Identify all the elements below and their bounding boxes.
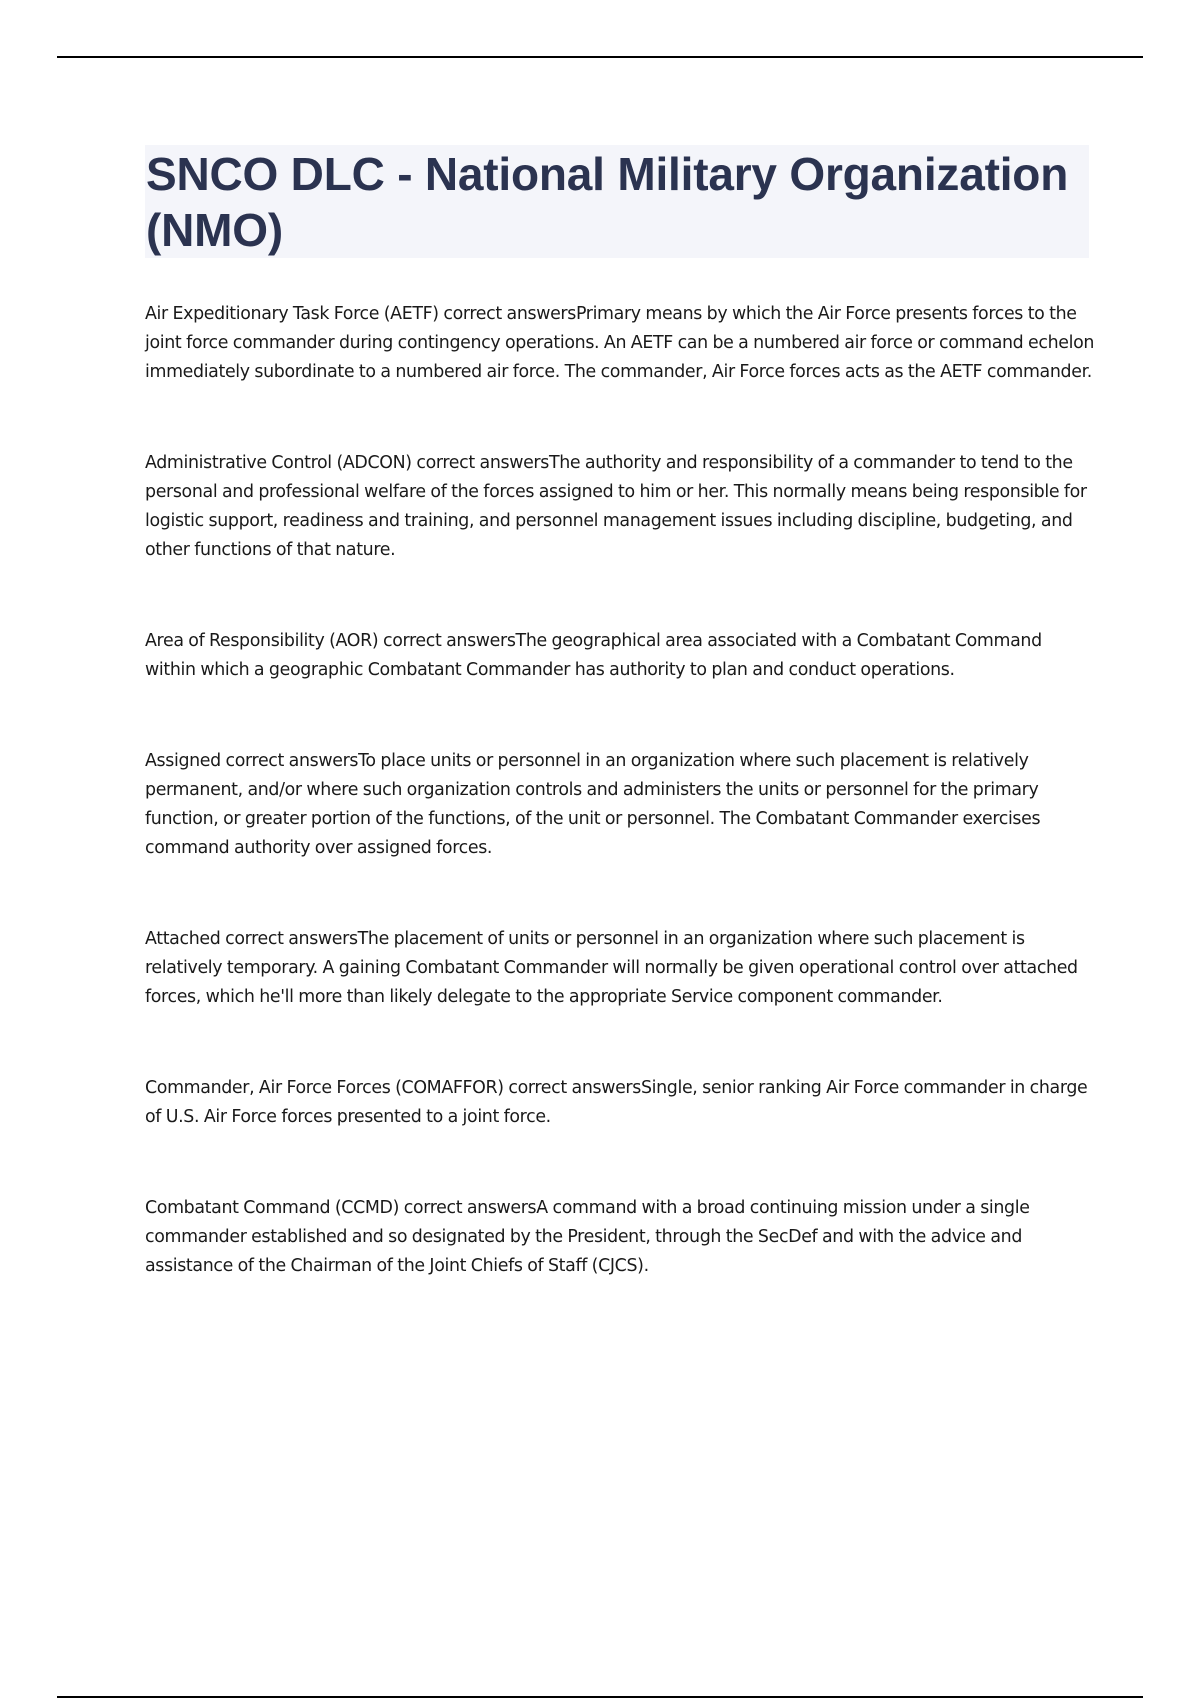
entry-definition: The geographical area associated with a Combatant Command within which a geographic Combatant Commander has authority to plan and conduct operations. bbox=[145, 631, 1042, 680]
entry-label: correct answers bbox=[225, 929, 358, 949]
entry-term: Area of Responsibility (AOR) bbox=[145, 631, 379, 651]
entries-list bbox=[145, 300, 1095, 1343]
entry-assigned bbox=[145, 747, 1095, 863]
entry-term: Commander, Air Force Forces (COMAFFOR) bbox=[145, 1078, 504, 1098]
entry-term: Attached bbox=[145, 929, 221, 949]
bottom-rule bbox=[57, 1696, 1143, 1698]
entry-term: Administrative Control (ADCON) bbox=[145, 453, 412, 473]
entry-adcon bbox=[145, 449, 1095, 565]
entry-definition: The authority and responsibility of a commander to tend to the personal and professional welfare of the forces assigned to him or her. This normally means being responsible for logistic support, readiness and training, and personnel management issues including discipline, budgeting, and other functions of that nature. bbox=[145, 453, 1087, 560]
entry-ccmd bbox=[145, 1194, 1095, 1281]
entry-definition: Single, senior ranking Air Force commander in charge of U.S. Air Force forces presented to a joint force. bbox=[145, 1078, 1088, 1127]
entry-definition: To place units or personnel in an organization where such placement is relatively permanent, and/or where such organization controls and administers the units or personnel for the primary function, or greater portion of the functions, of the unit or personnel. The Combatant Commander exercises command authority over assigned forces. bbox=[145, 751, 1041, 858]
entry-definition: Primary means by which the Air Force presents forces to the joint force commander during contingency operations. An AETF can be a numbered air force or command echelon immediately subordinate to a numbered air force. The commander, Air Force forces acts as the AETF commander. bbox=[145, 304, 1095, 382]
entry-attached bbox=[145, 925, 1095, 1012]
entry-term: Combatant Command (CCMD) bbox=[145, 1198, 400, 1218]
entry-label: correct answers bbox=[383, 631, 516, 651]
entry-label: correct answers bbox=[416, 453, 549, 473]
entry-label: correct answers bbox=[403, 1198, 537, 1218]
entry-definition: The placement of units or personnel in an organization where such placement is relatively temporary. A gaining Combatant Commander will normally be given operational control over attached forces, which he'll more than likely delegate to the appropriate Service component commander. bbox=[145, 929, 1078, 1007]
top-rule bbox=[57, 56, 1143, 58]
entry-term: Assigned bbox=[145, 751, 221, 771]
title-block bbox=[145, 145, 1089, 258]
entry-term: Air Expeditionary Task Force (AETF) bbox=[145, 304, 439, 324]
entry-aor bbox=[145, 627, 1095, 685]
entry-comaffor bbox=[145, 1074, 1095, 1132]
entry-label: correct answers bbox=[225, 751, 359, 771]
entry-definition: A command with a broad continuing mission under a single commander established and so designated by the President, through the SecDef and with the advice and assistance of the Chairman of the Joint Chiefs of Staff (CJCS). bbox=[145, 1198, 1030, 1276]
entry-aetf bbox=[145, 300, 1095, 387]
entry-label: correct answers bbox=[508, 1078, 641, 1098]
entry-label: correct answers bbox=[443, 304, 576, 324]
page-title: SNCO DLC - National Military Organization (NMO) bbox=[146, 148, 1069, 256]
